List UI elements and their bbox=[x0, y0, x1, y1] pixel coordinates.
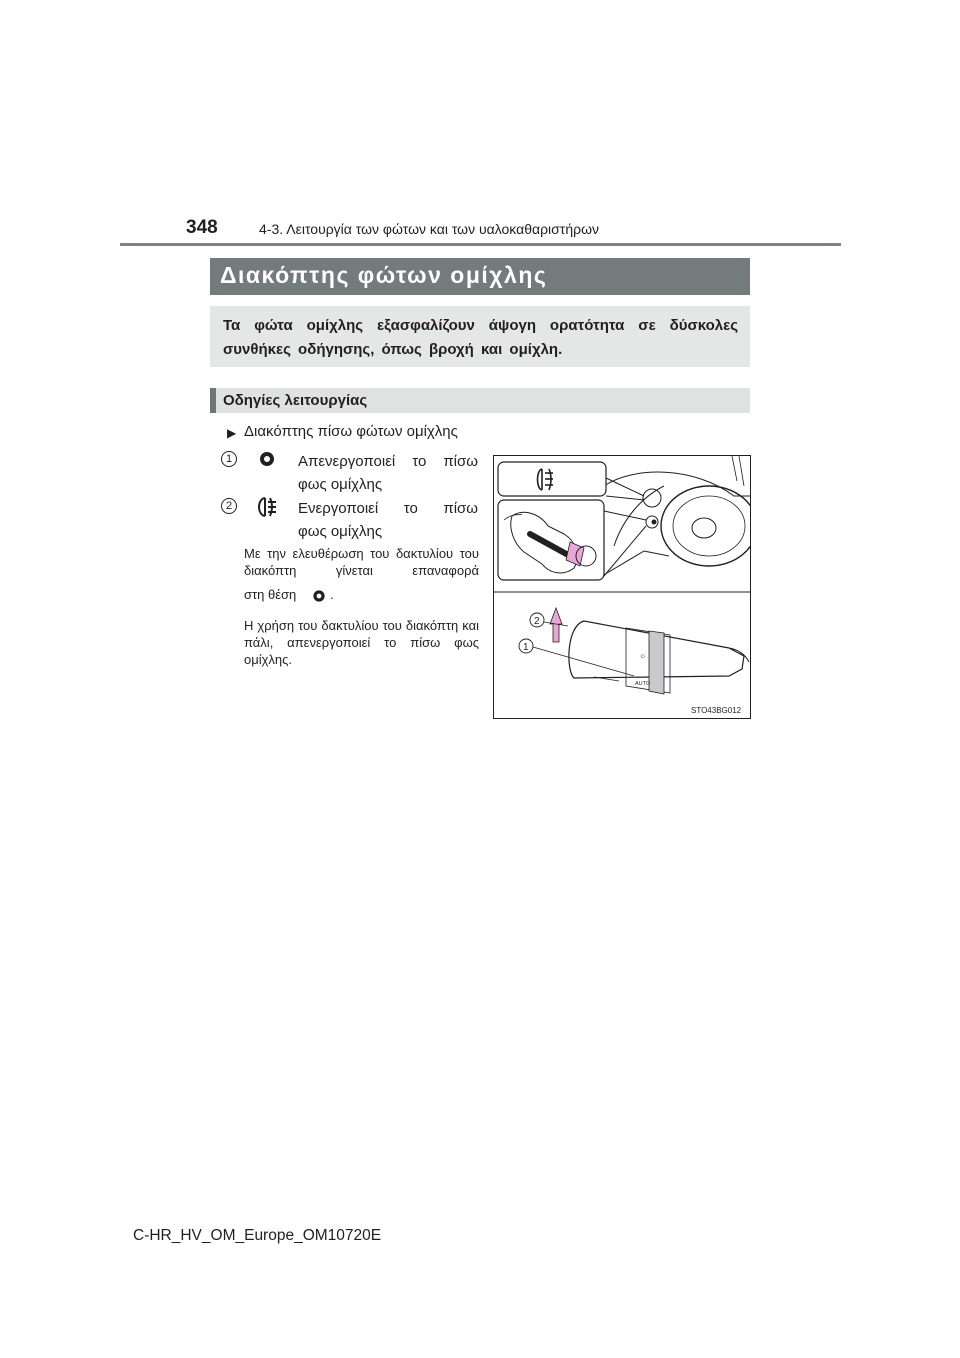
callout-1: 1 bbox=[523, 642, 529, 653]
intro-box bbox=[210, 306, 750, 367]
item-2-word-2: το bbox=[403, 500, 418, 517]
fog-light-off-icon bbox=[311, 588, 327, 604]
page-title: Διακόπτης φώτων ομίχλης bbox=[220, 262, 548, 288]
fog-light-off-icon bbox=[257, 449, 277, 469]
note-release: Με την ελευθέρωση του δακτυλίου του διακόπτη γίνεται επαναφορά bbox=[244, 546, 479, 578]
item-2-line-2: φως ομίχλης bbox=[298, 523, 383, 540]
item-2-word-1: Ενεργοποιεί bbox=[298, 500, 379, 517]
item-1-word-3: πίσω bbox=[443, 453, 478, 470]
rear-fog-light-on-icon bbox=[255, 495, 279, 519]
note-release-period: . bbox=[330, 587, 334, 602]
svg-text:☼: ☼ bbox=[639, 651, 647, 660]
item-2-word-3: πίσω bbox=[443, 500, 478, 517]
item-2-text bbox=[298, 497, 478, 543]
item-2-number: 2 bbox=[221, 498, 237, 514]
subsection-accent bbox=[210, 388, 216, 413]
figure-fog-switch bbox=[493, 455, 751, 719]
note-release-tail: στη θέση bbox=[244, 587, 297, 602]
callout-2: 2 bbox=[534, 616, 540, 627]
item-1-number: 1 bbox=[221, 451, 237, 467]
subsection-title: Οδηγίες λειτουργίας bbox=[223, 392, 368, 409]
bullet-arrow-icon: ▶ bbox=[227, 426, 237, 440]
item-1-word-2: το bbox=[412, 453, 427, 470]
subsection-bar bbox=[210, 388, 750, 413]
fog-switch-illustration bbox=[494, 456, 750, 718]
header-rule bbox=[120, 243, 841, 246]
section-header: 4-3. Λειτουργία των φώτων και των υαλοκαθαριστήρων bbox=[259, 221, 600, 237]
item-1-text bbox=[298, 450, 478, 496]
steering-wheel bbox=[661, 486, 750, 566]
title-bar bbox=[210, 258, 750, 295]
item-1-word-1: Απενεργοποιεί bbox=[298, 453, 396, 470]
switch-auto-label: AUTO bbox=[635, 681, 651, 687]
intro-text: Τα φώτα ομίχλης εξασφαλίζουν άψογη ορατότητα σε δύσκολες συνθήκες οδήγησης, όπως βροχή και ομίχλη. bbox=[223, 317, 738, 358]
page-number: 348 bbox=[186, 217, 218, 238]
fog-switch-ring bbox=[649, 631, 664, 694]
item-1-line-2: φως ομίχλης bbox=[298, 476, 383, 493]
note-repeat: Η χρήση του δακτυλίου του διακόπτη και πάλι, απενεργοποιεί το πίσω φως ομίχλης. bbox=[244, 618, 479, 667]
figure-code: STO43BG012 bbox=[691, 706, 742, 715]
bullet-text: Διακόπτης πίσω φώτων ομίχλης bbox=[244, 423, 458, 440]
footer: C-HR_HV_OM_Europe_OM10720E bbox=[133, 1227, 382, 1244]
